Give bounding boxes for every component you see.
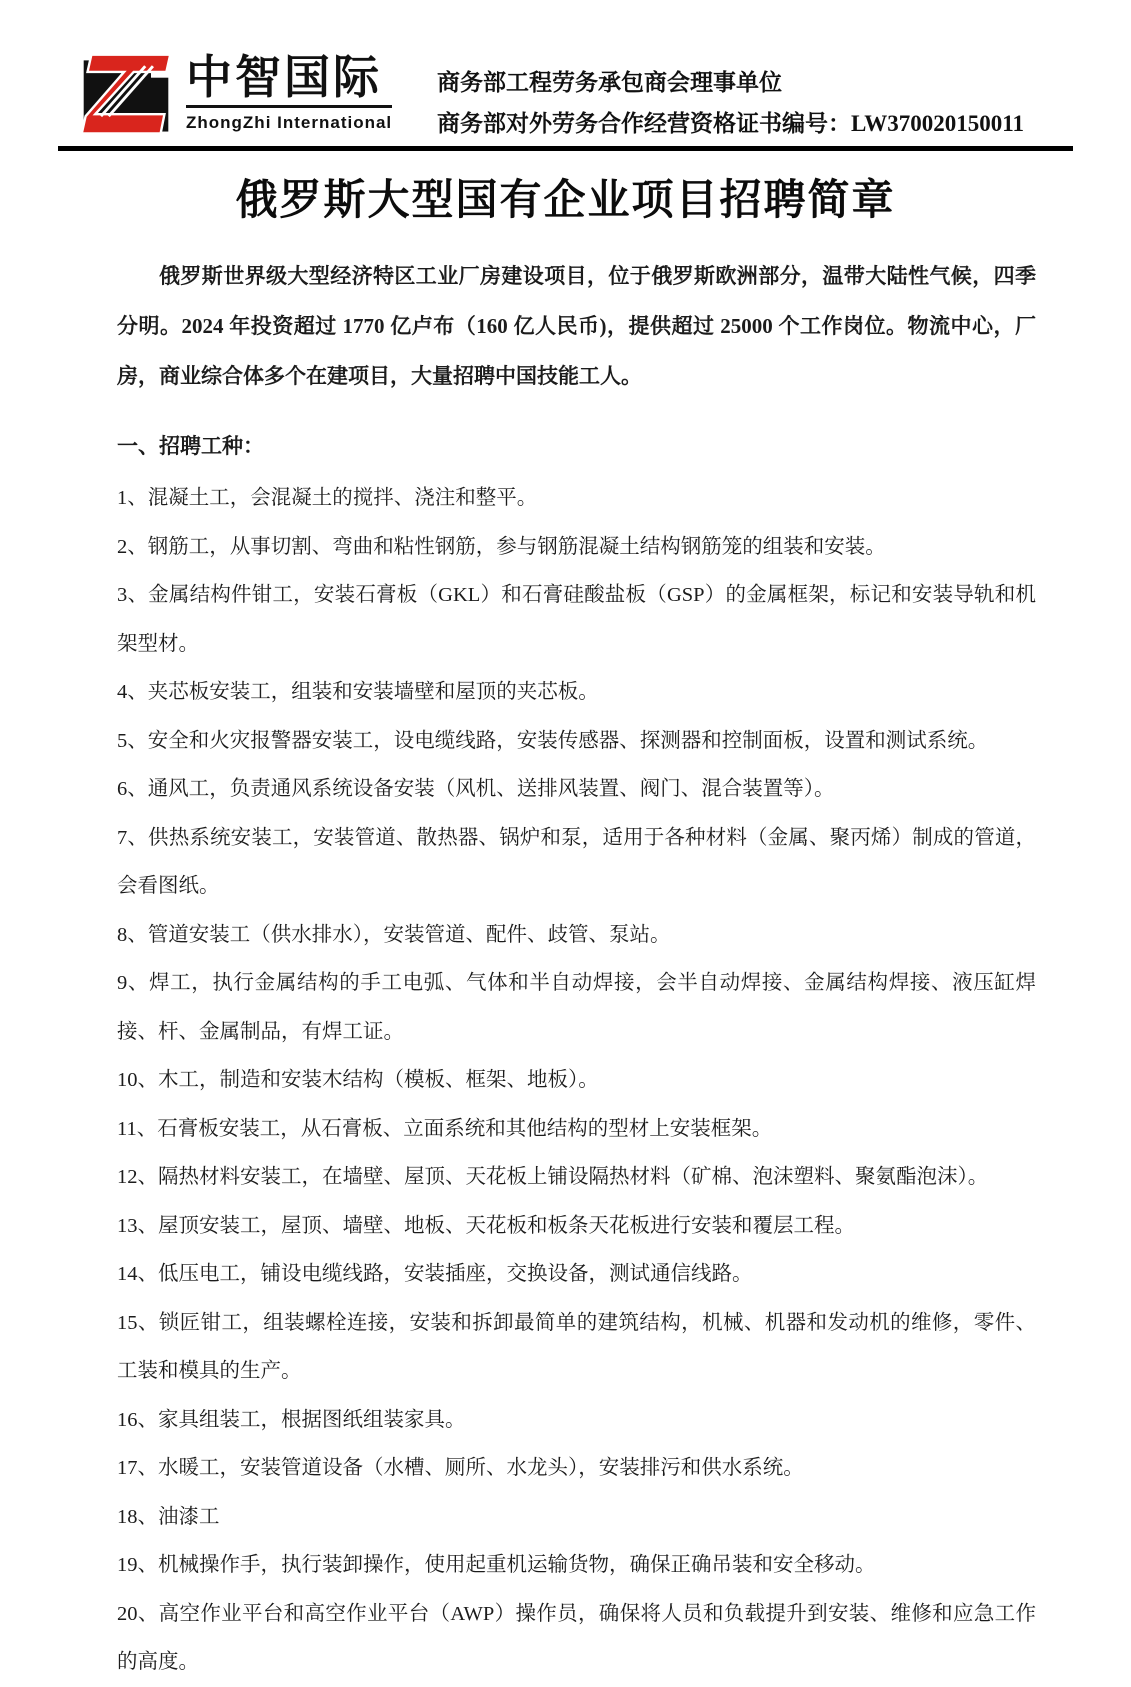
list-item: 1、混凝土工，会混凝土的搅拌、浇注和整平。 bbox=[117, 487, 538, 509]
list-item: 5、安全和火灾报警器安装工，设电缆线路，安装传感器、探测器和控制面板，设置和测试系统。 bbox=[117, 729, 989, 752]
page-title: 俄罗斯大型国有企业项目招聘简章 bbox=[235, 176, 896, 223]
list-item: 12、隔热材料安装工，在墙壁、屋顶、天花板上铺设隔热材料（矿棉、泡沫塑料、聚氨酯泡沫）。 bbox=[117, 1166, 989, 1188]
list-item: 4、夹芯板安装工，组装和安装墙壁和屋顶的夹芯板。 bbox=[117, 681, 599, 703]
list-item: 20、高空作业平台和高空作业平台（AWP）操作员，确保将人员和负载提升到安装、维修和应急工作的高度。 bbox=[117, 1602, 1036, 1673]
header-divider bbox=[58, 146, 1073, 151]
brand-name-en: ZhongZhi International bbox=[186, 112, 393, 132]
list-item: 10、木工，制造和安装木结构（模板、框架、地板）。 bbox=[117, 1069, 599, 1091]
letterhead bbox=[0, 0, 1131, 146]
section-heading: 一、招聘工种： bbox=[117, 435, 264, 458]
company-logo bbox=[76, 48, 392, 142]
brand-name-cn: 中智国际 bbox=[186, 52, 392, 108]
list-item: 16、家具组装工，根据图纸组装家具。 bbox=[117, 1408, 466, 1431]
list-item: 9、焊工，执行金属结构的手工电弧、气体和半自动焊接，会半自动焊接、金属结构焊接、液压缸焊接、杆、金属制品，有焊工证。 bbox=[117, 972, 1036, 1043]
list-item: 13、屋顶安装工，屋顶、墙壁、地板、天花板和板条天花板进行安装和覆层工程。 bbox=[117, 1214, 855, 1237]
list-item: 8、管道安装工（供水排水），安装管道、配件、歧管、泵站。 bbox=[117, 923, 671, 946]
logo-text-block bbox=[186, 48, 392, 133]
intro-paragraph: 俄罗斯世界级大型经济特区工业厂房建设项目，位于俄罗斯欧洲部分，温带大陆性气候，四季分明。2024 年投资超过 1770 亿卢布（160 亿人民币)，提供超过 25000 个工作岗位。物流中心，厂房，商业综合体多个在建项目，大量招聘中国技能工人。 bbox=[117, 264, 1036, 388]
document-body bbox=[0, 251, 1131, 1687]
list-item: 19、机械操作手，执行装卸操作，使用起重机运输货物，确保正确吊装和安全移动。 bbox=[117, 1554, 876, 1576]
list-item: 14、低压电工，铺设电缆线路，安装插座，交换设备，测试通信线路。 bbox=[117, 1263, 753, 1285]
list-item: 15、锁匠钳工，组装螺栓连接，安装和拆卸最简单的建筑结构，机械、机器和发动机的维修，零件、工装和模具的生产。 bbox=[117, 1311, 1036, 1382]
list-item: 17、水暖工，安装管道设备（水槽、厕所、水龙头），安装排污和供水系统。 bbox=[117, 1457, 804, 1479]
certification-lines bbox=[437, 62, 1024, 144]
job-list bbox=[117, 474, 1036, 1687]
list-item: 11、石膏板安装工，从石膏板、立面系统和其他结构的型材上安装框架。 bbox=[117, 1117, 773, 1140]
list-item: 3、金属结构件钳工，安装石膏板（GKL）和石膏硅酸盐板（GSP）的金属框架，标记和安装导轨和机架型材。 bbox=[117, 584, 1036, 655]
logo-z-icon bbox=[76, 48, 176, 142]
cert-line-2: 商务部对外劳务合作经营资格证书编号：LW370020150011 bbox=[437, 111, 1024, 136]
list-item: 6、通风工，负责通风系统设备安装（风机、送排风装置、阀门、混合装置等）。 bbox=[117, 778, 835, 800]
list-item: 7、供热系统安装工，安装管道、散热器、锅炉和泵，适用于各种材料（金属、聚丙烯）制成的管道，会看图纸。 bbox=[117, 826, 1036, 897]
list-item: 2、钢筋工，从事切割、弯曲和粘性钢筋，参与钢筋混凝土结构钢筋笼的组装和安装。 bbox=[117, 535, 886, 558]
list-item: 18、油漆工 bbox=[117, 1505, 220, 1528]
cert-line-1: 商务部工程劳务承包商会理事单位 bbox=[437, 70, 782, 95]
